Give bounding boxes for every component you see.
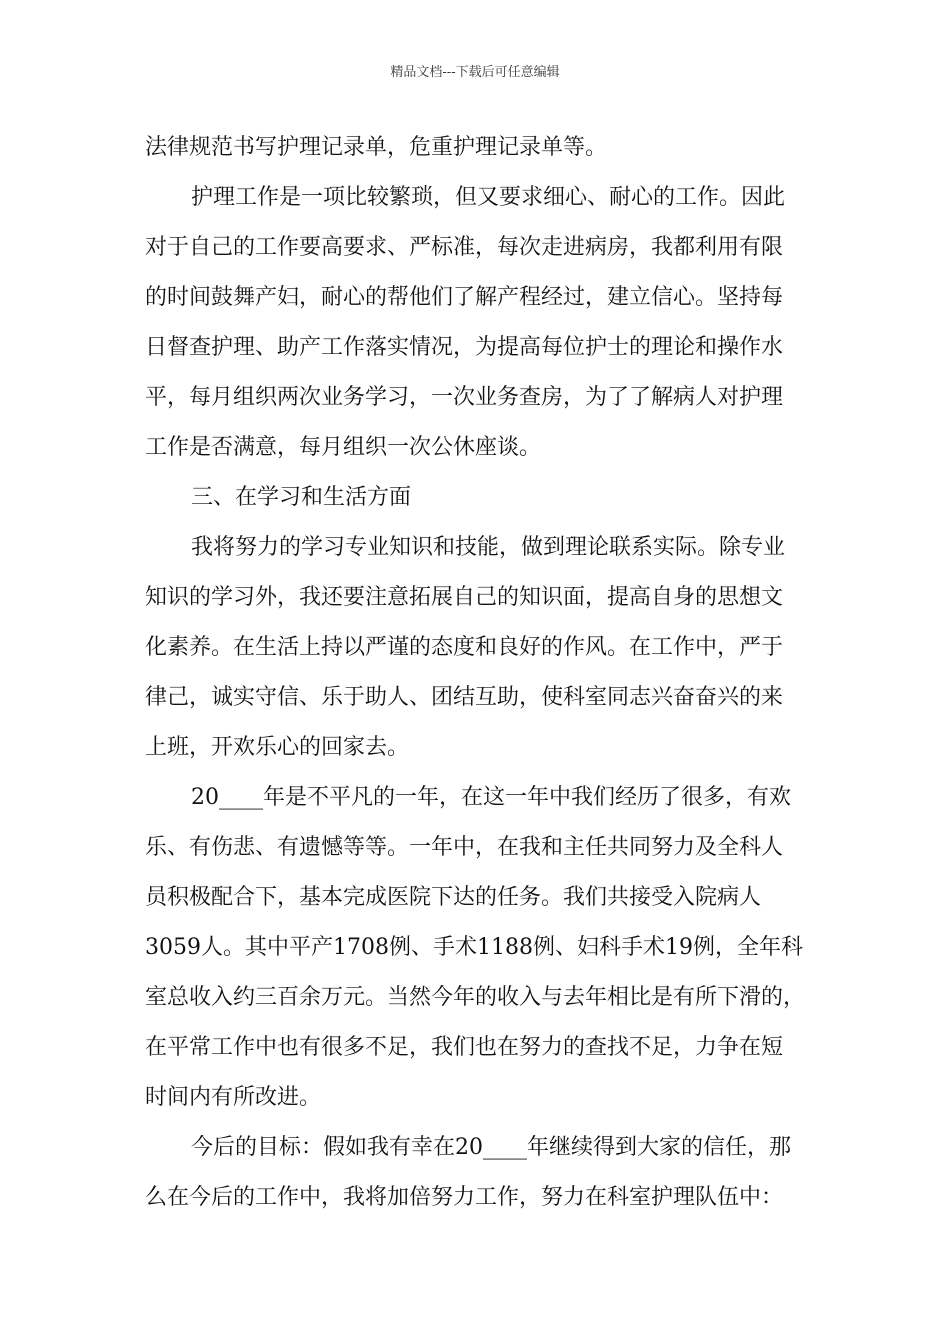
text-line: 3059人。其中平产1708例、手术1188例、妇科手术19例，全年科 — [145, 935, 803, 960]
text-line: 室总收入约三百余万元。当然今年的收入与去年相比是有所下滑的， — [145, 985, 806, 1010]
text-line: 日督查护理、助产工作落实情况，为提高每位护士的理论和操作水 — [145, 335, 784, 360]
text-line: 的时间鼓舞产妇，耐心的帮他们了解产程经过，建立信心。坚持每 — [145, 285, 784, 310]
text-line: 知识的学习外，我还要注意拓展自己的知识面，提高自身的思想文 — [145, 585, 784, 610]
paragraph-first-line: 今后的目标：假如我有幸在20____年继续得到大家的信任，那 — [191, 1135, 791, 1160]
text-line: 在平常工作中也有很多不足，我们也在努力的查找不足，力争在短 — [145, 1035, 784, 1060]
text-line: 律己，诚实守信、乐于助人、团结互助，使科室同志兴奋奋兴的来 — [145, 685, 784, 710]
paragraph-first-line: 护理工作是一项比较繁琐，但又要求细心、耐心的工作。因此 — [191, 185, 786, 210]
paragraph-first-line: 我将努力的学习专业知识和技能，做到理论联系实际。除专业 — [191, 535, 786, 560]
paragraph-first-line: 20____年是不平凡的一年，在这一年中我们经历了很多，有欢 — [191, 785, 791, 810]
text-line: 法律规范书写护理记录单，危重护理记录单等。 — [145, 135, 608, 160]
text-line: 么在今后的工作中，我将加倍努力工作，努力在科室护理队伍中： — [145, 1185, 784, 1210]
section-heading: 三、在学习和生活方面 — [191, 485, 412, 510]
text-line: 上班，开欢乐心的回家去。 — [145, 735, 410, 760]
text-line: 时间内有所改进。 — [145, 1085, 322, 1110]
text-line: 员积极配合下，基本完成医院下达的任务。我们共接受入院病人 — [145, 885, 762, 910]
document-body — [145, 128, 815, 1228]
text-line: 对于自己的工作要高要求、严标准，每次走进病房，我都利用有限 — [145, 235, 784, 260]
text-line: 平，每月组织两次业务学习，一次业务查房，为了了解病人对护理 — [145, 385, 784, 410]
text-line: 化素养。在生活上持以严谨的态度和良好的作风。在工作中，严于 — [145, 635, 784, 660]
page-header: 精品文档---下载后可任意编辑 — [390, 65, 560, 80]
text-line: 工作是否满意，每月组织一次公休座谈。 — [145, 435, 542, 460]
text-line: 乐、有伤悲、有遗憾等等。一年中，在我和主任共同努力及全科人 — [145, 835, 784, 860]
